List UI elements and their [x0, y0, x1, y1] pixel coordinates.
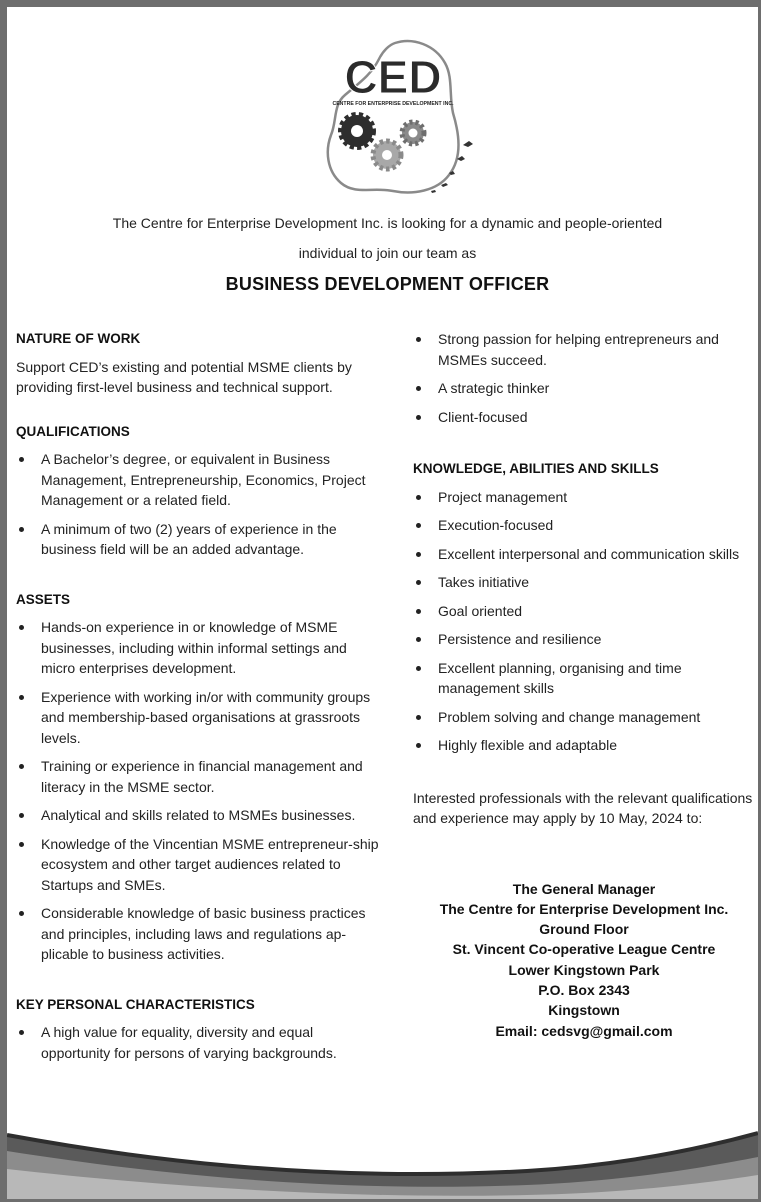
nature-of-work-text: Support CED’s existing and potential MSME clients by providing first-level business and technical support.	[16, 358, 352, 395]
address-line: The General Manager	[512, 880, 656, 897]
qualifications-heading: QUALIFICATIONS	[16, 423, 130, 439]
gear-icon	[402, 122, 424, 144]
gear-icon	[373, 141, 401, 169]
address-block	[413, 879, 755, 1041]
list-item: Knowledge of the Vincentian MSME entrepreneur-ship ecosystem and other target audiences related to Startups and SMEs.	[16, 834, 384, 896]
job-advert-page	[7, 7, 758, 1199]
apply-text: Interested professionals with the relevant qualifications and experience may apply by 10 May, 2024 to:	[413, 789, 753, 826]
list-item: A minimum of two (2) years of experience in the business field will be an added advantage.	[16, 519, 384, 560]
logo-tagline: CENTRE FOR ENTERPRISE DEVELOPMENT INC.	[332, 101, 454, 107]
list-item: Considerable knowledge of basic business practices and principles, including laws and regulations ap-plicable to business activities.	[16, 903, 384, 965]
list-item: A strategic thinker	[413, 378, 755, 399]
list-item: Persistence and resilience	[413, 629, 755, 650]
list-item: Project management	[413, 487, 755, 508]
characteristics-list-part-2	[413, 329, 755, 427]
intro-line-2: individual to join our team as	[298, 245, 477, 261]
address-line[interactable]: Email: cedsvg@gmail.com	[495, 1022, 673, 1039]
list-item: Hands-on experience in or knowledge of MSME businesses, including within informal settings and micro enterprises development.	[16, 617, 384, 679]
footer-swoosh	[7, 1087, 758, 1199]
logo-wordmark: CED	[344, 51, 442, 103]
list-item: Training or experience in financial management and literacy in the MSME sector.	[16, 756, 384, 797]
characteristics-heading: KEY PERSONAL CHARACTERISTICS	[16, 996, 255, 1012]
list-item: Highly flexible and adaptable	[413, 735, 755, 756]
list-item: A Bachelor’s degree, or equivalent in Business Management, Entrepreneurship, Economics, Project Management or a related field.	[16, 449, 384, 511]
skills-list	[413, 487, 755, 756]
assets-list	[16, 617, 384, 965]
left-column	[16, 329, 384, 1071]
right-column	[413, 329, 755, 1041]
list-item: Client-focused	[413, 407, 755, 428]
list-item: Goal oriented	[413, 601, 755, 622]
job-title: BUSINESS DEVELOPMENT OFFICER	[225, 274, 550, 294]
address-line: Lower Kingstown Park	[508, 961, 660, 978]
list-item: A high value for equality, diversity and equal opportunity for persons of varying backgrounds.	[16, 1022, 384, 1063]
characteristics-list-part-1	[16, 1022, 384, 1063]
nature-of-work-heading: NATURE OF WORK	[16, 331, 141, 346]
list-item: Execution-focused	[413, 515, 755, 536]
list-item: Analytical and skills related to MSMEs businesses.	[16, 805, 384, 826]
skills-heading: KNOWLEDGE, ABILITIES AND SKILLS	[413, 461, 659, 476]
address-line: Kingstown	[548, 1002, 620, 1019]
list-item: Experience with working in/or with community groups and membership-based organisations at grassroots levels.	[16, 687, 384, 749]
intro-line-1: The Centre for Enterprise Development Inc. is looking for a dynamic and people-oriented	[112, 215, 663, 231]
list-item: Excellent planning, organising and time management skills	[413, 658, 755, 699]
assets-heading: ASSETS	[16, 591, 71, 607]
gear-icon	[341, 115, 373, 147]
list-item: Strong passion for helping entrepreneurs and MSMEs succeed.	[413, 329, 755, 370]
list-item: Excellent interpersonal and communication skills	[413, 544, 755, 565]
address-line: Ground Floor	[539, 921, 629, 938]
list-item: Takes initiative	[413, 572, 755, 593]
address-line: P.O. Box 2343	[538, 981, 630, 998]
qualifications-list	[16, 449, 384, 560]
ced-logo	[303, 35, 483, 203]
list-item: Problem solving and change management	[413, 707, 755, 728]
address-line: The Centre for Enterprise Development Inc.	[439, 900, 729, 917]
address-line: St. Vincent Co-operative League Centre	[452, 941, 716, 958]
